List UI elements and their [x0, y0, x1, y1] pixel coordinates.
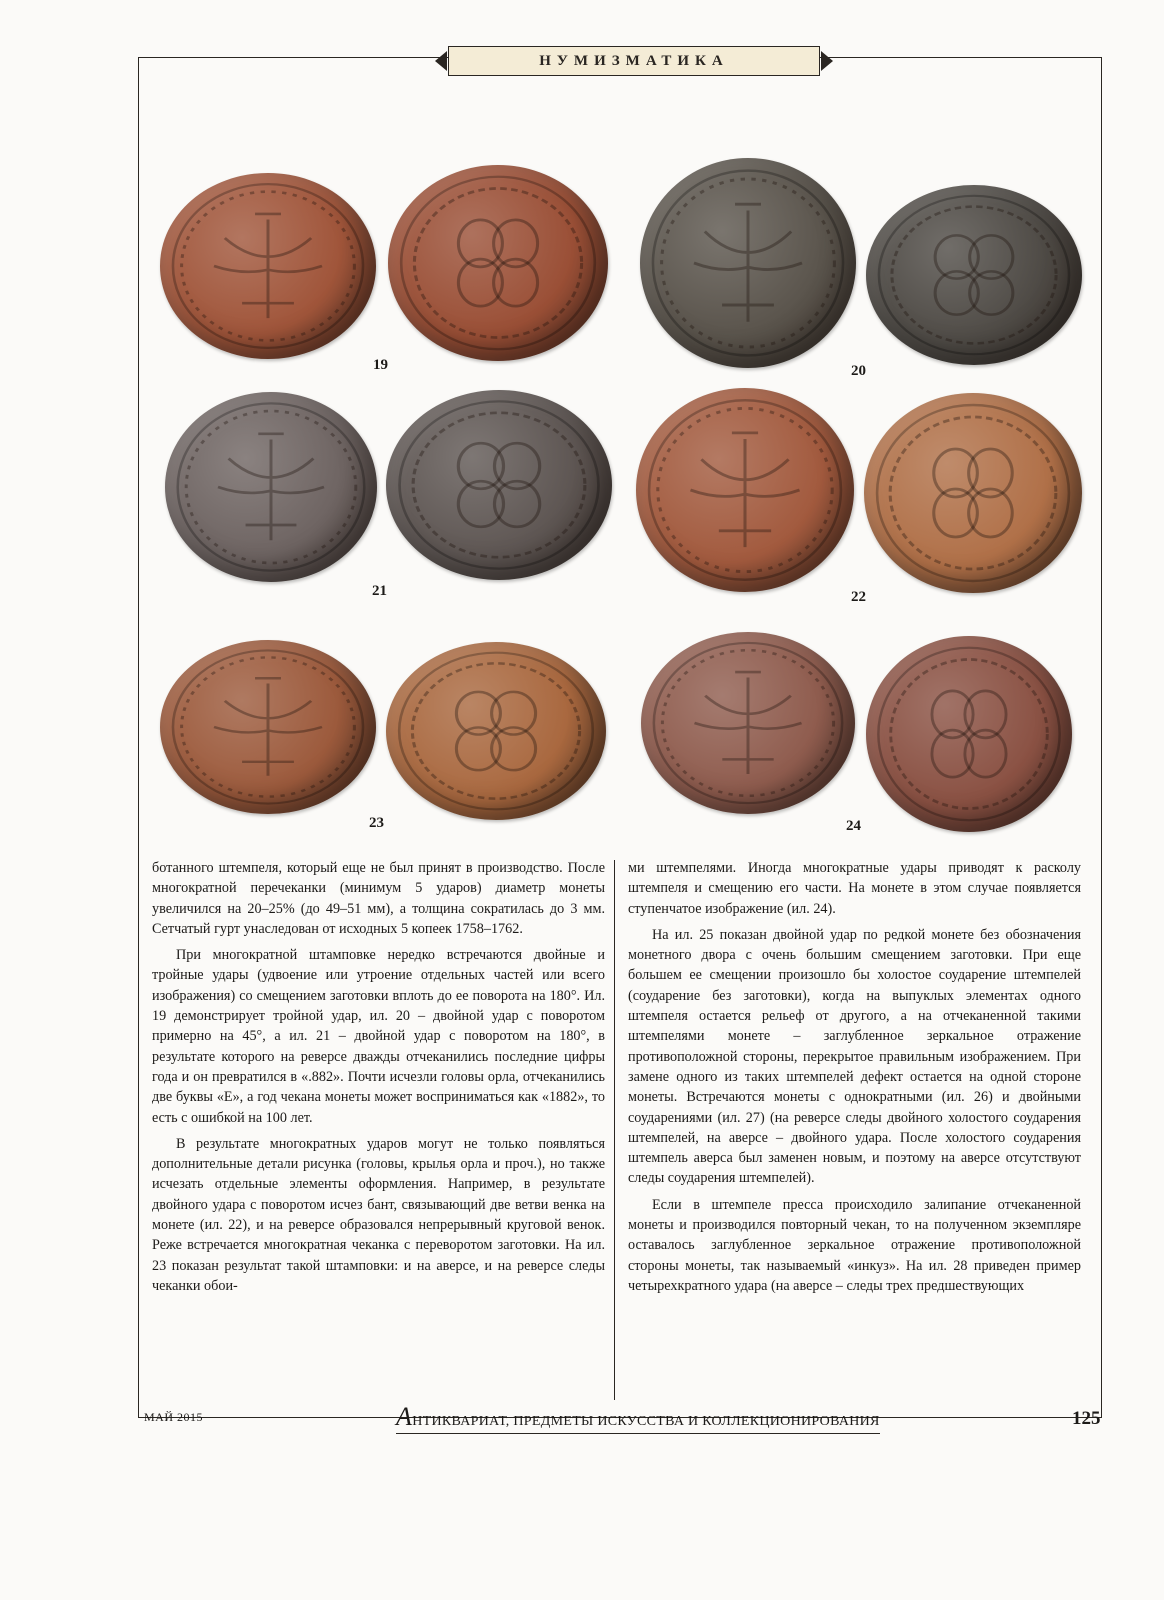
coin-21-obverse — [165, 392, 377, 582]
paragraph: ботанного штемпеля, который еще не был принят в производство. После многократной перечеканки (минимум 5 ударов) диаметр монеты увеличился на 20–25% (до 49–51 мм), а толщина сократилась до 3 мм. Сетчатый гурт унаследован от исходных 5 копеек 1758–1762. — [152, 860, 605, 937]
page-number: 125 — [1072, 1408, 1101, 1429]
section-header — [448, 46, 820, 76]
figure-number-23: 23 — [369, 815, 384, 831]
paragraph: ми штемпелями. Иногда многократные удары приводят к расколу штемпеля и смещению его части. На монете в этом случае появляется ступенчатое изображение (ил. 24). — [628, 860, 1081, 917]
paragraph: Если в штемпеле пресса происходило залипание отчеканенной монеты и производился повторный чекан, то на полученном экземпляре оставалось заглубленное зеркальное отражение противоположной стороны монеты, так называемый «инкуз». На ил. 28 приведен пример четырехкратного удара (на аверсе – следы трех предшествующих — [628, 1196, 1081, 1294]
text-column-right — [628, 858, 1081, 1296]
coin-24-reverse — [866, 636, 1072, 832]
figure-number-24: 24 — [846, 818, 861, 834]
paragraph: На ил. 25 показан двойной удар по редкой монете без обозначения монетного двора с очень большим смещением заготовки. При еще большем ее смещении произошло бы холостое соударение штемпелей (соударение без заготовки), когда на выпуклых элементах одного штемпеля остается рельеф от другого, а на отчеканенной такими штемпелями монете – заглубленное зеркальное отражение противоположной стороны, перекрытое правильным изображением. При замене одного из таких штемпелей дефект остается на одной стороне монеты. Встречаются монеты с однократными (ил. 26) и двойными соударениями (ил. 27) (на реверсе следы двойного холостого соударения штемпелей, на аверсе – двойного удара. После холостого соударения штемпель аверса был заменен новым, и поэтому на аверсе отсутствуют следы соударения штемпелей). — [628, 926, 1081, 1187]
coin-22-reverse — [864, 393, 1082, 593]
coin-24-obverse — [641, 632, 855, 814]
journal-title — [396, 1402, 880, 1434]
coin-19-obverse — [160, 173, 376, 359]
column-divider — [614, 860, 615, 1400]
journal-title-initial: А — [396, 1402, 413, 1431]
figure-number-21: 21 — [372, 583, 387, 599]
figure-number-19: 19 — [373, 357, 388, 373]
journal-title-rest: НТИКВАРИАТ, ПРЕДМЕТЫ ИСКУССТВА И КОЛЛЕКЦИОНИРОВАНИЯ — [412, 1414, 880, 1429]
paragraph: В результате многократных ударов могут не только появляться дополнительные детали рисунка (головы, крылья орла и проч.), но также исчезать отдельные элементы оформления. Например, в результате двойного удара с поворотом исчез бант, связывающий две ветви венка на монете (ил. 22), и на реверсе образовался непрерывный круговой венок. Реже встречается многократная чеканка с переворотом заготовки. На ил. 23 показан результат такой штамповки: и на аверсе, и на реверсе следы чеканки обои- — [152, 1135, 605, 1294]
figure-number-22: 22 — [851, 589, 866, 605]
figure-number-20: 20 — [851, 363, 866, 379]
coin-23-reverse — [386, 642, 606, 820]
coin-22-obverse — [636, 388, 854, 592]
coin-21-reverse — [386, 390, 612, 580]
text-column-left — [152, 858, 605, 1296]
coin-20-reverse — [866, 185, 1082, 365]
coin-23-obverse — [160, 640, 376, 814]
section-title: НУМИЗМАТИКА — [539, 52, 729, 69]
coin-20-obverse — [640, 158, 856, 368]
issue-date: МАЙ 2015 — [144, 1410, 204, 1424]
coin-19-reverse — [388, 165, 608, 361]
paragraph: При многократной штамповке нередко встречаются двойные и тройные удары (удвоение или утроение отдельных частей или всего изображения) со смещением заготовки вплоть до ее поворота на 180°. Ил. 19 демонстрирует тройной удар, ил. 20 – двойной удар с поворотом примерно на 45°, а ил. 21 – двойной удар с поворотом на 180°, в результате которого на реверсе дважды отчеканились последние цифры года и он превратился в «.882». Почти исчезли головы орла, отчеканились две буквы «Е», а год чекана монеты может восприниматься как «1882», то есть с ошибкой на 100 лет. — [152, 947, 605, 1126]
